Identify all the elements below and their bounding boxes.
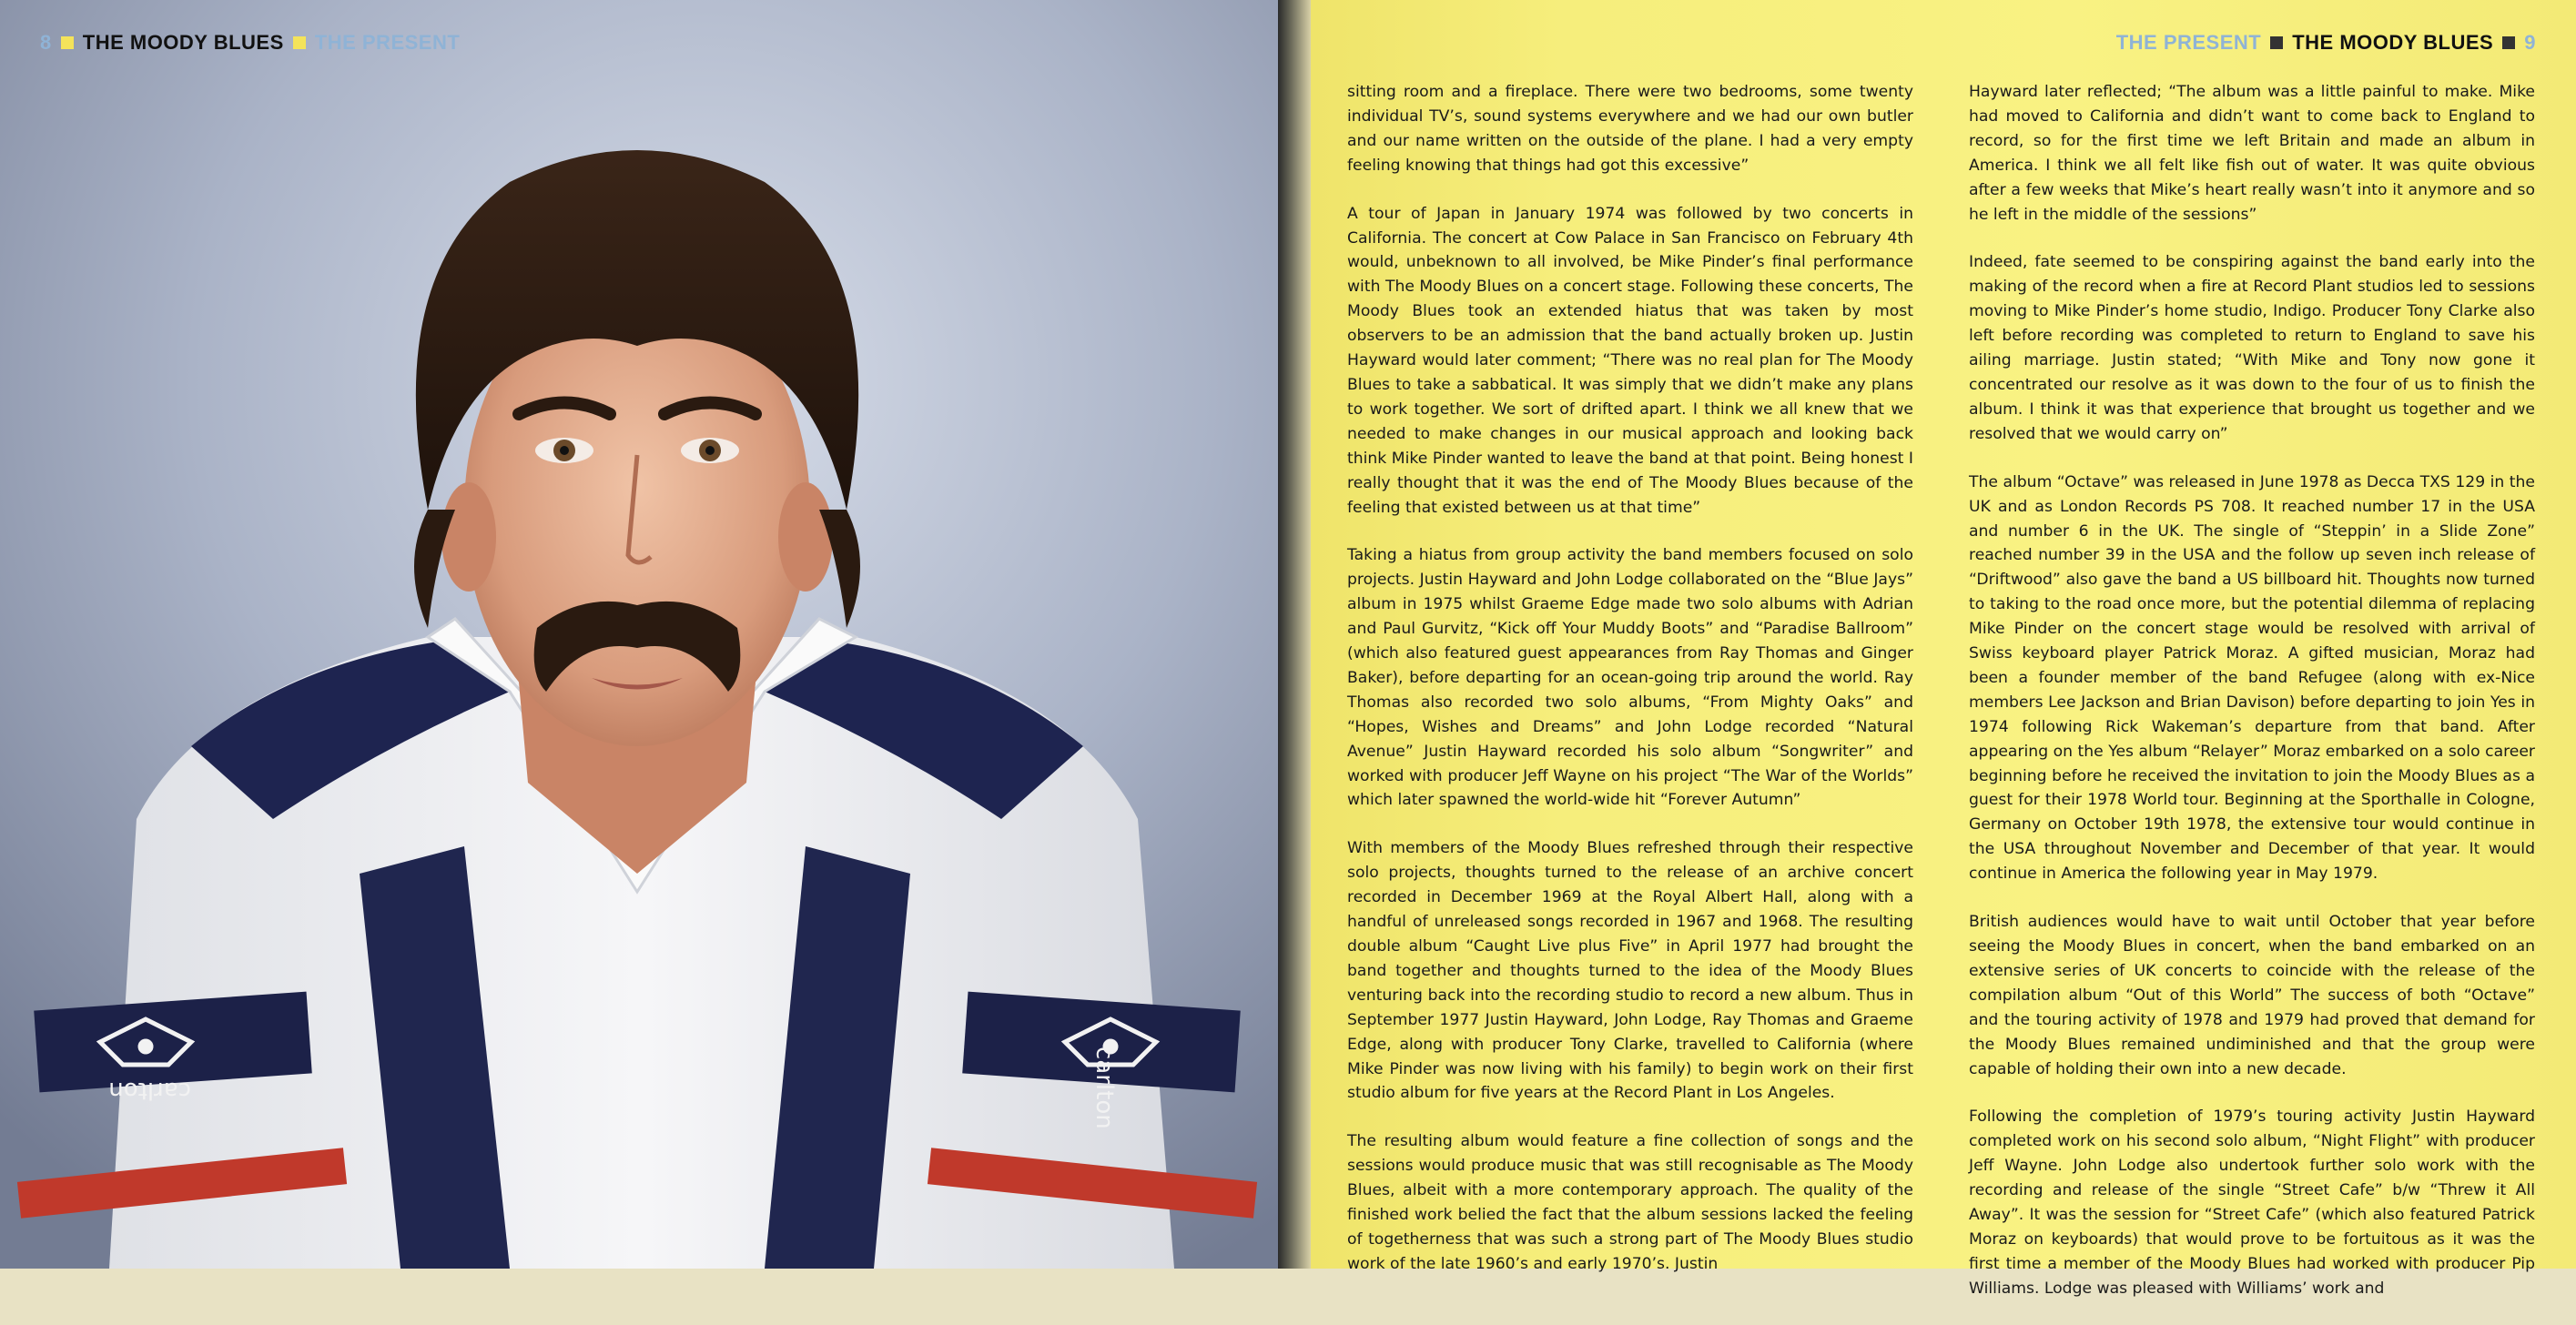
paragraph: The resulting album would feature a fine collection of songs and the sessions would produce music that was still recognisable as The Moody Blues, albeit with a more contemporary approach. The quality of the finished work belied the fact that the album sessions lacked the feeling of togetherness that was such a strong part of The Moody Blues studio work of the late 1960’s and early 1970’s. Justin bbox=[1347, 1132, 1913, 1273]
sleeve-logo-right-text: carlton bbox=[1090, 1047, 1118, 1129]
header-square-icon bbox=[61, 36, 74, 49]
left-page-number: 8 bbox=[40, 31, 52, 54]
paragraph: Taking a hiatus from group activity the band members focused on solo projects. Justin Hayward and John Lodge collaborated on the “Blue Jays” album in 1975 whilst Graeme Edge made two solo albums with Adrian and Paul Gurvitz, “Kick off Your Muddy Boots” and “Paradise Ballroom” (which also featured guest appearances from Ray Thomas and Ginger Baker), before departing for an ocean-going trip around the world. Ray Thomas also recorded two solo albums, “From Mighty Oaks” and “Hopes, Wishes and Dreams” and John Lodge recorded “Natural Avenue” Justin Hayward recorded his solo album “Songwriter” and worked with producer Jeff Wayne on his project “The War of the Worlds” which later spawned the world-wide hit “Forever Autumn” bbox=[1347, 546, 1913, 810]
left-page-photo bbox=[0, 0, 1278, 1269]
header-square-icon bbox=[293, 36, 306, 49]
header-square-icon bbox=[2502, 36, 2515, 49]
right-page-text bbox=[1311, 0, 2576, 1298]
left-header-section: THE PRESENT bbox=[314, 31, 461, 54]
paragraph: With members of the Moody Blues refreshed through their respective solo projects, thoughts turned to the release of an archive concert recorded in December 1969 at the Royal Albert Hall, along with a handful of unreleased songs recorded in 1967 and 1968. The resulting double album “Caught Live plus Five” in April 1977 had brought the band together and thoughts turned to the idea of the Moody Blues venturing back into the recording studio to record a new album. Thus in September 1977 Justin Hayward, John Lodge, Ray Thomas and Graeme Edge, along with producer Tony Clarke, travelled to California (where Mike Pinder was now living with his family) to begin work on their first studio album for five years at the Record Plant in Los Angeles. bbox=[1347, 839, 1913, 1103]
paragraph: British audiences would have to wait until October that year before seeing the Moody Blues in concert, when the band embarked on an extensive series of UK concerts to coincide with the release of the compilation album “Out of this World” The success of both “Octave” and the touring activity of 1978 and 1979 had proved that demand for the Moody Blues remained undiminished and that the group were capable of holding their own into a new decade. bbox=[1969, 913, 2535, 1078]
paragraph: Following the completion of 1979’s touring activity Justin Hayward completed work on his second solo album, “Night Flight” with producer Jeff Wayne. John Lodge also undertook further solo work with the recording and release of the single “Street Cafe” b/w “Threw it All Away”. It was the session for “Street Cafe” (which also featured Patrick Moraz on keyboards) that would prove to be fortuitous as it was the first time a member of the Moody Blues had worked with producer Pip Williams. Lodge was pleased with Williams’ work and bbox=[1969, 1108, 2535, 1298]
right-header-section: THE PRESENT bbox=[2115, 31, 2262, 54]
right-page-number: 9 bbox=[2524, 31, 2536, 54]
left-header-band-name: THE MOODY BLUES bbox=[82, 31, 284, 54]
right-running-header bbox=[2116, 31, 2536, 55]
book-spine bbox=[1278, 0, 1311, 1269]
text-column-1 bbox=[1347, 80, 1913, 1300]
paragraph: Indeed, fate seemed to be conspiring against the band early into the making of the record when a fire at Record Plant studios led to sessions moving to Mike Pinder’s home studio, Indigo. Producer Tony Clarke also left before recording was completed to return to England to save his ailing marriage. Justin stated; “With Mike and Tony now gone it concentrated our resolve as it was down to the four of us to finish the album. I think it was that experience that brought us together and we resolved that we would carry on” bbox=[1969, 253, 2535, 443]
portrait-photo bbox=[0, 0, 1278, 1269]
text-column-2 bbox=[1969, 80, 2535, 1325]
left-running-header bbox=[40, 31, 460, 55]
paragraph: Hayward later reflected; “The album was a little painful to make. Mike had moved to California and didn’t want to come back to England to record, so for the first time we left Britain and made an album in America. I think we all felt like fish out of water. It was quite obvious after a few weeks that Mike’s heart really wasn’t into it anymore and so he left in the middle of the sessions” bbox=[1969, 83, 2535, 224]
header-square-icon bbox=[2270, 36, 2283, 49]
paragraph: A tour of Japan in January 1974 was followed by two concerts in California. The concert at Cow Palace in San Francisco on February 4th would, unbeknown to all involved, be Mike Pinder’s final performance with The Moody Blues on a concert stage. Following these concerts, The Moody Blues took an extended hiatus that was taken by most observers to be an admission that the band actually broken up. Justin Hayward would later comment; “There was no real plan for The Moody Blues to take a sabbatical. It was simply that we didn’t make any plans to work together. We sort of drifted apart. I think we all knew that we needed to make changes in our musical approach and looking back think Mike Pinder wanted to leave the band at that point. Being honest I really thought that it was the end of The Moody Blues because of the feeling that existed between us at that time” bbox=[1347, 204, 1913, 517]
paragraph: sitting room and a fireplace. There were two bedrooms, some twenty individual TV’s, sound systems everywhere and we had our own butler and our name written on the outside of the plane. I had a very empty feeling knowing that things had got this excessive” bbox=[1347, 83, 1913, 175]
right-header-band-name: THE MOODY BLUES bbox=[2292, 31, 2494, 54]
sleeve-logo-left-text: carlton bbox=[108, 1077, 191, 1104]
paragraph: The album “Octave” was released in June 1978 as Decca TXS 129 in the UK and as London Records PS 708. It reached number 17 in the USA and number 6 in the UK. The single of “Steppin’ in a Slide Zone” reached number 39 in the USA and the follow up seven inch release of “Driftwood” also gave the band a US billboard hit. Thoughts now turned to taking to the road once more, but the potential dilemma of replacing Mike Pinder on the concert stage would be resolved with arrival of Swiss keyboard player Patrick Moraz. A gifted musician, Moraz had been a founder member of the band Refugee (along with ex-Nice members Lee Jackson and Brian Davison) before departing to join Yes in 1974 following Rick Wakeman’s departure from that band. After appearing on the Yes album “Relayer” Moraz embarked on a solo career beginning before he received the invitation to join the Moody Blues as a guest for their 1978 World tour. Beginning at the Sporthalle in Cologne, Germany on October 19th 1978, the extensive tour would continue in the USA throughout November and December of that year. It would continue in America the following year in May 1979. bbox=[1969, 472, 2535, 884]
